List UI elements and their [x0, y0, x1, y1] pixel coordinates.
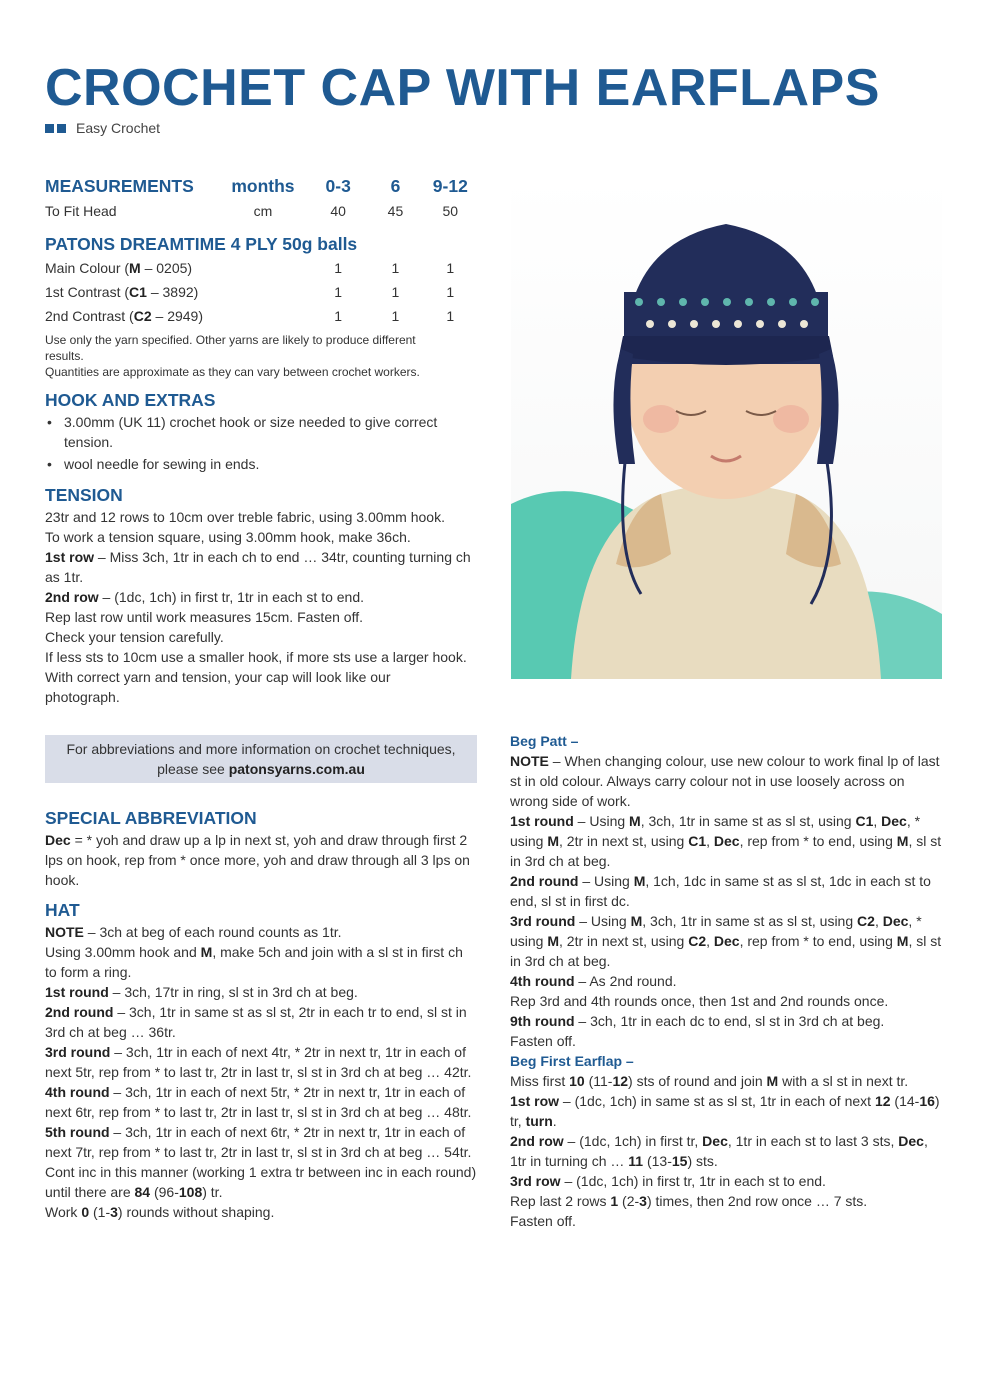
special-text: Dec = * yoh and draw up a lp in next st, yoh and draw through first 2 lps on hook, rep from * once more, yoh and draw through all 3 lps on hook. — [45, 832, 470, 888]
hat-work: Work 0 (1-3) rounds without shaping. — [45, 1204, 275, 1220]
yarn-qty: 1 — [391, 308, 400, 324]
hat-start: Using 3.00mm hook and M, make 5ch and join with a sl st in first ch to form a ring. — [45, 944, 463, 980]
hat-continue: Cont inc in this manner (working 1 extra tr between inc in each round) until there are 84 (96-108) tr. — [45, 1164, 477, 1200]
hat-heading: HAT — [45, 900, 80, 920]
special-heading: SPECIAL ABBREVIATION — [45, 808, 257, 828]
earflap-row: 2nd row – (1dc, 1ch) in first tr, Dec, 1tr in each st to last 3 sts, Dec, 1tr in turning ch … 11 (13-15) sts. — [510, 1133, 928, 1169]
tension-text: If less sts to 10cm use a smaller hook, if more sts use a larger hook. — [45, 649, 467, 665]
yarn-qty: 1 — [334, 284, 343, 300]
yarn-qty: 1 — [446, 284, 455, 300]
level-square-icon — [45, 124, 54, 133]
beg-patt-heading: Beg Patt – — [510, 733, 579, 749]
size-header: 0-3 — [325, 176, 351, 196]
hat-note: NOTE – 3ch at beg of each round counts as 1tr. — [45, 924, 342, 940]
patt-round: 3rd round – Using M, 3ch, 1tr in same st as sl st, using C2, Dec, * using M, 2tr in next st, using C2, Dec, rep from * to end, using M, sl st in 3rd ch at beg. — [510, 913, 942, 969]
info-box-text: For abbreviations and more information on crochet techniques, please see — [66, 741, 456, 777]
hat-round: 4th round – 3ch, 1tr in each of next 5tr, * 2tr in next tr, 1tr in each of next 6tr, rep from * to last tr, 2tr in last tr, sl st in 3rd ch at beg … 48tr. — [45, 1084, 472, 1120]
to-fit-head-row — [45, 199, 477, 223]
yarn-label: Main Colour (M – 0205) — [45, 260, 193, 276]
yarn-qty: 1 — [391, 284, 400, 300]
tension-text: With correct yarn and tension, your cap will look like our photograph. — [45, 669, 391, 705]
row-label: To Fit Head — [45, 203, 117, 219]
tension-text: Rep last row until work measures 15cm. Fasten off. — [45, 609, 363, 625]
skill-level — [45, 120, 160, 136]
yarn-heading: PATONS DREAMTIME 4 PLY 50g balls — [45, 234, 358, 254]
yarn-label: 1st Contrast (C1 – 3892) — [45, 284, 199, 300]
left-column — [45, 173, 477, 1222]
earflap-repeat: Rep last 2 rows 1 (2-3) times, then 2nd row once … 7 sts. — [510, 1193, 868, 1209]
tension-heading: TENSION — [45, 485, 123, 505]
list-item: • wool needle for sewing in ends. — [45, 454, 477, 474]
yarn-qty: 1 — [446, 260, 455, 276]
measurements-header-row — [45, 173, 477, 199]
tension-text: Check your tension carefully. — [45, 629, 224, 645]
right-column — [510, 731, 942, 1231]
yarn-row — [45, 304, 477, 328]
tension-row: 2nd row – (1dc, 1ch) in first tr, 1tr in each st to end. — [45, 589, 365, 605]
yarn-qty: 1 — [334, 308, 343, 324]
row-unit: cm — [253, 203, 273, 219]
patt-round: 9th round – 3ch, 1tr in each dc to end, sl st in 3rd ch at beg. — [510, 1013, 885, 1029]
hat-round: 5th round – 3ch, 1tr in each of next 6tr, * 2tr in next tr, 1tr in each of next 7tr, rep from * to last tr, 2tr in last tr, sl st in 3rd ch at beg … 54tr. — [45, 1124, 472, 1160]
fasten-off: Fasten off. — [510, 1213, 576, 1229]
tension-row: 1st row – Miss 3ch, 1tr in each ch to end … 34tr, counting turning ch as 1tr. — [45, 549, 471, 585]
yarn-qty: 1 — [334, 260, 343, 276]
earflap-start: Miss first 10 (11-12) sts of round and join M with a sl st in next tr. — [510, 1073, 909, 1089]
patt-round: 2nd round – Using M, 1ch, 1dc in same st as sl st, 1dc in each st to end, sl st in first dc. — [510, 873, 931, 909]
info-box — [45, 735, 477, 783]
size-header: 6 — [390, 176, 401, 196]
size-value: 45 — [387, 203, 404, 219]
yarn-qty: 1 — [391, 260, 400, 276]
tension-text: 23tr and 12 rows to 10cm over treble fabric, using 3.00mm hook. — [45, 509, 445, 525]
patt-note: NOTE – When changing colour, use new colour to work final lp of last st in old colour. Always carry colour not in use loosely across on wrong side of work. — [510, 753, 940, 809]
patt-round: 4th round – As 2nd round. — [510, 973, 677, 989]
yarn-note: Use only the yarn specified. Other yarns are likely to produce different results. — [45, 333, 416, 363]
photo-illustration — [511, 174, 942, 679]
earflap-row: 1st row – (1dc, 1ch) in same st as sl st, 1tr in each of next 12 (14-16) tr, turn. — [510, 1093, 940, 1129]
yarn-note: Quantities are approximate as they can vary between crochet workers. — [45, 365, 420, 379]
level-square-icon — [57, 124, 66, 133]
baby-photo — [511, 174, 942, 679]
hat-round: 2nd round – 3ch, 1tr in same st as sl st, 2tr in each tr to end, sl st in 3rd ch at beg … 36tr. — [45, 1004, 467, 1040]
size-header: 9-12 — [432, 176, 468, 196]
size-value: 50 — [442, 203, 459, 219]
hook-heading: HOOK AND EXTRAS — [45, 390, 216, 410]
earflap-row: 3rd row – (1dc, 1ch) in first tr, 1tr in each st to end. — [510, 1173, 826, 1189]
yarn-label: 2nd Contrast (C2 – 2949) — [45, 308, 203, 324]
yarn-row — [45, 256, 477, 280]
earflap-heading: Beg First Earflap – — [510, 1053, 634, 1069]
patt-round: 1st round – Using M, 3ch, 1tr in same st as sl st, using C1, Dec, * using M, 2tr in next st, using C1, Dec, rep from * to end, using M, sl st in 3rd ch at beg. — [510, 813, 942, 869]
months-header: months — [231, 176, 295, 196]
yarn-qty: 1 — [446, 308, 455, 324]
fasten-off: Fasten off. — [510, 1033, 576, 1049]
hook-list — [45, 412, 477, 474]
tension-text: To work a tension square, using 3.00mm hook, make 36ch. — [45, 529, 411, 545]
skill-level-label: Easy Crochet — [76, 120, 161, 136]
website-link[interactable]: patonsyarns.com.au — [228, 761, 365, 777]
page-title: CROCHET CAP WITH EARFLAPS — [45, 59, 880, 117]
size-value: 40 — [330, 203, 346, 219]
yarn-row — [45, 280, 477, 304]
hat-round: 3rd round – 3ch, 1tr in each of next 4tr, * 2tr in next tr, 1tr in each of next 5tr, rep from * to last tr, 2tr in last tr, sl st in 3rd ch at beg … 42tr. — [45, 1044, 472, 1080]
list-item: • 3.00mm (UK 11) crochet hook or size needed to give correct tension. — [45, 412, 464, 452]
hat-round: 1st round – 3ch, 17tr in ring, sl st in 3rd ch at beg. — [45, 984, 358, 1000]
measurements-heading: MEASUREMENTS — [45, 176, 194, 196]
patt-repeat: Rep 3rd and 4th rounds once, then 1st and 2nd rounds once. — [510, 993, 889, 1009]
